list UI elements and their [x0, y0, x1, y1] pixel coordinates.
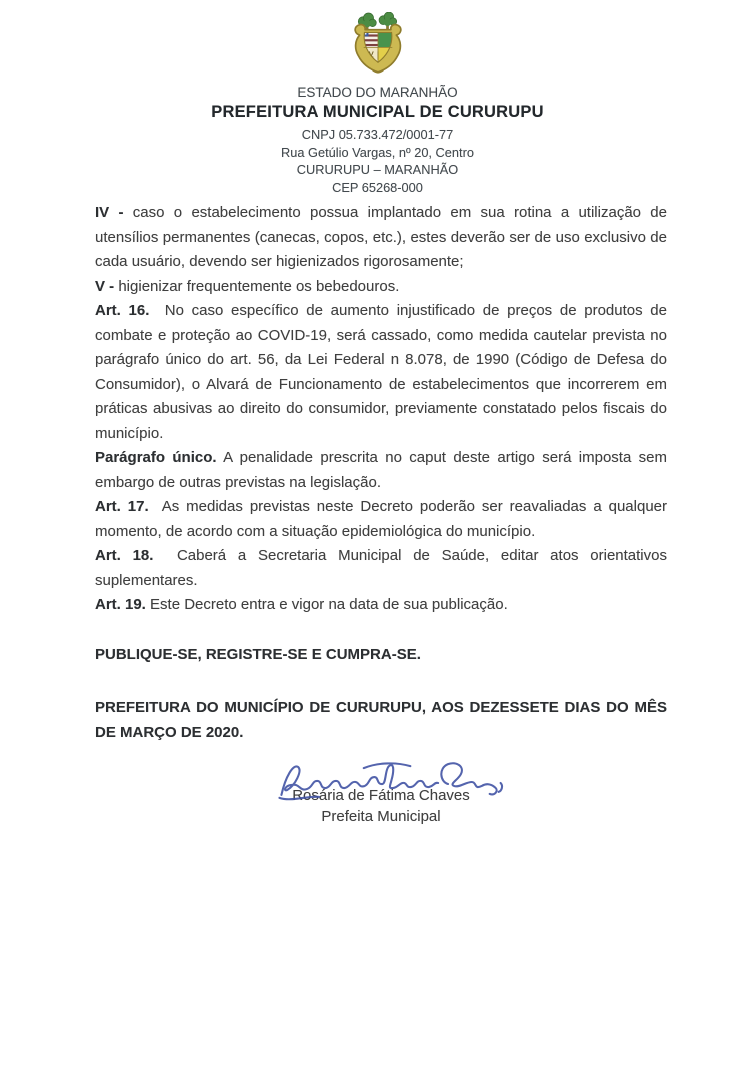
signatory-name: Rosária de Fátima Chaves [292, 787, 470, 804]
paragraph-text: Caberá a Secretaria Municipal de Saúde, editar atos orientativos suplementares. [95, 547, 667, 589]
paragraph-lead: V - [95, 277, 115, 295]
decree-paragraph-art-19 [95, 593, 667, 618]
decree-paragraph-paragrafo-unico [95, 446, 667, 495]
paragraph-text: caso o estabelecimento possua implantado em sua rotina a utilização de utensílios permanentes (canecas, copos, etc.), estes deverão ser de uso exclusivo de cada usuário, devendo ser higienizados rigorosamente; [95, 204, 667, 270]
paragraph-text: Este Decreto entra e vigor na data de sua publicação. [150, 596, 508, 613]
paragraph-lead: Parágrafo único. [95, 449, 217, 466]
letterhead-state: ESTADO DO MARANHÃO [297, 85, 458, 100]
coat-of-arms-icon [330, 12, 426, 80]
decree-paragraph-art-16 [95, 299, 667, 446]
signature-block [95, 759, 667, 839]
decree-paragraph-art-17 [95, 495, 667, 544]
letterhead-address: Rua Getúlio Vargas, nº 20, Centro [281, 144, 474, 160]
decree-paragraph-art-18 [95, 544, 667, 593]
decree-paragraph-item-v [95, 275, 667, 300]
paragraph-text: higienizar frequentemente os bebedouros. [118, 277, 400, 295]
paragraph-lead: IV - [95, 204, 124, 221]
paragraph-lead: Art. 16. [95, 302, 150, 319]
letterhead [0, 0, 755, 196]
signatory-title: Prefeita Municipal [321, 808, 441, 825]
letterhead-city: CURURUPU – MARANHÃO [296, 162, 459, 177]
paragraph-lead: Art. 19. [95, 596, 146, 613]
paragraph-text: No caso específico de aumento injustificado de preços de produtos de combate e proteção ao COVID-19, será cassado, como medida cautelar prevista no parágrafo único do art. 56, da Lei Federal n 8.078, de 1990 (Código de Defesa do Consumidor), o Alvará de Funcionamento de estabelecimentos que incorrerem em práticas abusivas ao direito do consumidor, previamente constatado pelos fiscais do município. [95, 302, 667, 442]
paragraph-text: As medidas previstas neste Decreto poderão ser reavaliadas a qualquer momento, de acordo com a situação epidemiológica do município. [95, 498, 667, 540]
letterhead-cnpj: CNPJ 05.733.472/0001-77 [301, 127, 454, 142]
enactment-date-line: PREFEITURA DO MUNICÍPIO DE CURURUPU, AOS DEZESSETE DIAS DO MÊS DE MARÇO DE 2020. [95, 699, 667, 741]
paragraph-lead: Art. 18. [95, 547, 154, 564]
paragraph-text: A penalidade prescrita no caput deste artigo será imposta sem embargo de outras previstas na legislação. [95, 449, 667, 491]
publish-order-line: PUBLIQUE-SE, REGISTRE-SE E CUMPRA-SE. [95, 645, 421, 663]
letterhead-org-name: PREFEITURA MUNICIPAL DE CURURUPU [211, 103, 544, 121]
decree-body [0, 196, 755, 839]
decree-paragraph-item-iv [95, 201, 667, 275]
paragraph-lead: Art. 17. [95, 498, 149, 515]
letterhead-cep: CEP 65268-000 [332, 179, 423, 195]
